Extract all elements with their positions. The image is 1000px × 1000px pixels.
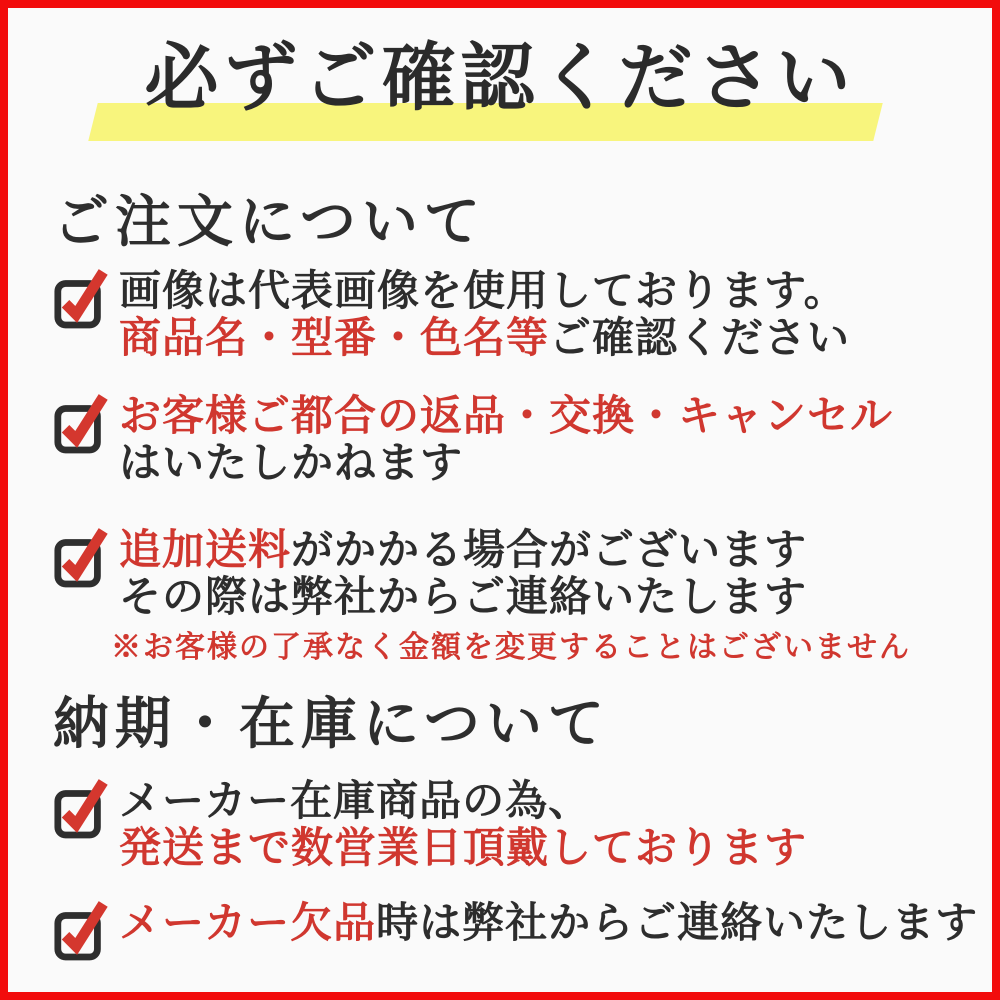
checklist-item-maker-stock [53,779,957,873]
section-stock-heading: 納期・在庫について [53,693,610,756]
item-text-line [119,575,957,622]
checked-checkbox-icon [53,392,109,459]
checklist-item-maker-shortage [53,900,979,966]
text-segment-red: 商品名・型番・色名等 [119,315,550,362]
item-text-line [119,779,957,826]
item-text-line [119,269,957,316]
item-text-line [119,394,957,441]
text-segment-red: 発送まで数営業日頂戴しております [119,825,808,872]
item-text-line [119,901,978,948]
item-text-line [119,528,957,575]
text-segment-red: お客様ご都合の返品・交換・キャンセル [119,393,894,440]
text-segment: がかかる場合がございます [291,527,808,574]
checklist-item-extra-shipping [53,528,957,668]
checklist-item-no-returns [53,394,957,488]
text-segment-red: 追加送料 [119,527,292,574]
item-text-line [119,441,957,488]
price-change-note: ※お客様の了承なく金額を変更することはございません [111,630,911,664]
checked-checkbox-icon [53,899,109,966]
item-text-line [119,316,957,363]
item-text-line [119,826,957,873]
section-stock [53,693,979,966]
checked-checkbox-icon [53,526,109,593]
checked-checkbox-icon [53,777,109,844]
notice-content [8,194,992,966]
text-segment: ご確認ください [549,315,851,362]
text-segment: 時は弊社からご連絡いたします [376,900,979,947]
text-segment-red: メーカー欠品 [119,900,377,947]
page-title: 必ずご確認ください [144,38,856,120]
section-order-heading: ご注文について [53,192,486,254]
title-block [8,8,992,158]
checklist-item-representative-image [53,269,957,363]
text-segment: はいたしかねます [119,440,464,487]
text-segment: 画像は代表画像を使用しております。 [119,268,847,315]
text-segment: その際は弊社からご連絡いたします [119,574,808,621]
section-order [53,194,957,668]
text-segment: メーカー在庫商品の為、 [119,778,592,825]
checked-checkbox-icon [53,267,109,334]
